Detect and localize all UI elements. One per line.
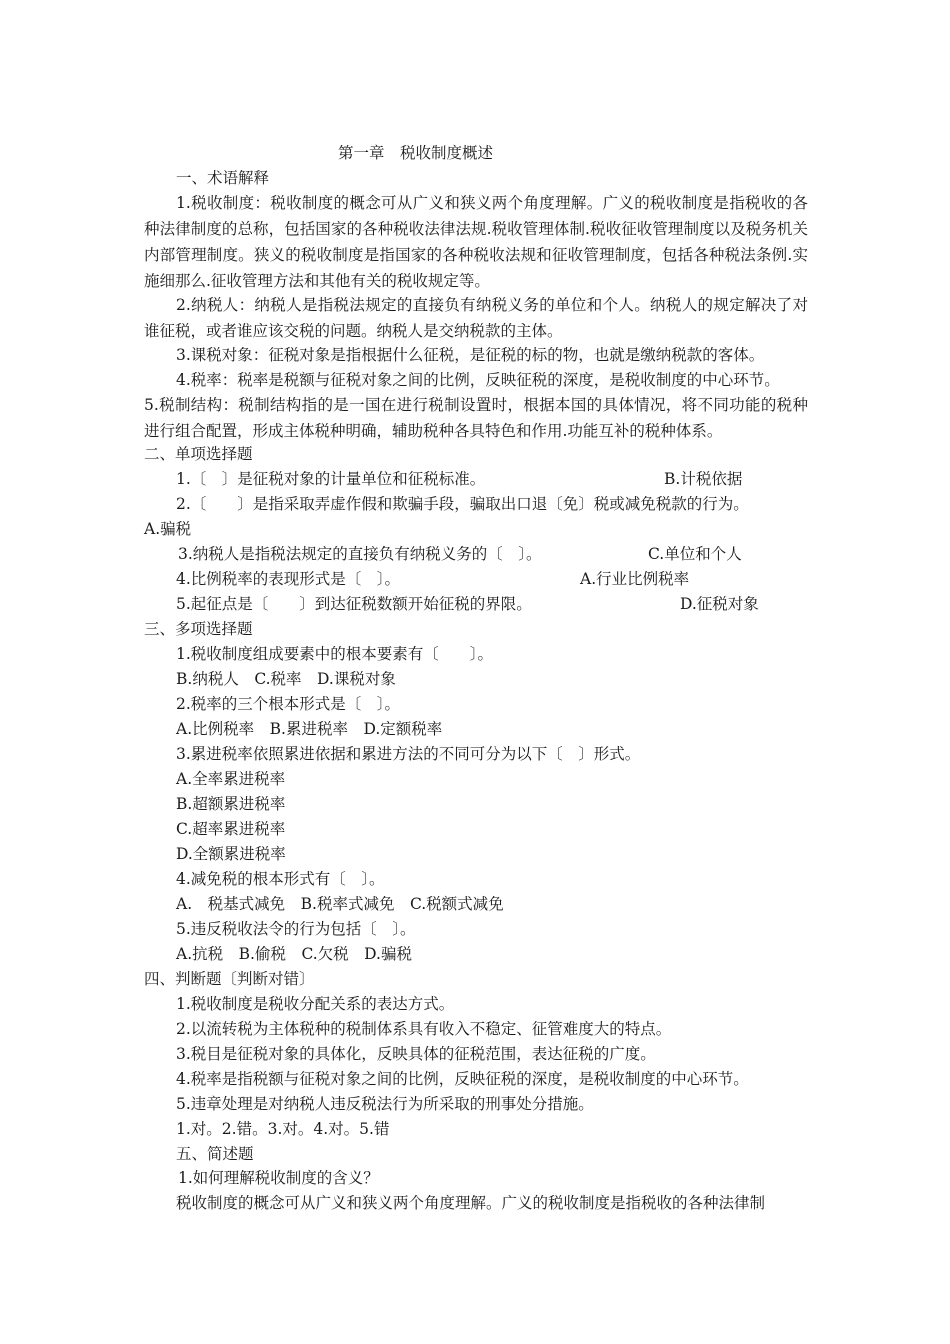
multiple-choice-question: 1.税收制度组成要素中的根本要素有〔 〕。: [176, 645, 494, 663]
single-choice-question: 2.〔 〕是指采取弄虚作假和欺骗手段，骗取出口退〔免〕税或减免税款的行为。: [176, 495, 749, 513]
true-false-statement: 2.以流转税为主体税种的税制体系具有收入不稳定、征管难度大的特点。: [176, 1020, 672, 1038]
single-choice-answer: C.单位和个人: [648, 545, 742, 563]
true-false-statement: 1.税收制度是税收分配关系的表达方式。: [176, 995, 455, 1013]
section-heading-short-answer: 五、简述题: [176, 1145, 254, 1163]
multiple-choice-answer: A. 税基式减免 B.税率式减免 C.税额式减免: [176, 895, 504, 913]
term-tax-rate: 4.税率：税率是税额与征税对象之间的比例，反映征税的深度，是税收制度的中心环节。: [176, 371, 780, 389]
multiple-choice-answer: A.抗税 B.偷税 C.欠税 D.骗税: [176, 945, 412, 963]
multiple-choice-question: 5.违反税收法令的行为包括〔 〕。: [176, 920, 416, 938]
multiple-choice-answer: B.纳税人 C.税率 D.课税对象: [176, 670, 396, 688]
term-tax-object: 3.课税对象：征税对象是指根据什么征税，是征税的标的物，也就是缴纳税款的客体。: [176, 346, 765, 364]
section-heading-terms: 一、术语解释: [176, 169, 270, 187]
section-heading-single-choice: 二、单项选择题: [144, 445, 253, 463]
single-choice-answer: A.行业比例税率: [580, 570, 690, 588]
multiple-choice-option: A.全率累进税率: [176, 770, 286, 788]
short-answer-question: 1.如何理解税收制度的含义？: [178, 1169, 379, 1187]
single-choice-question: 4.比例税率的表现形式是〔 〕。: [176, 570, 401, 588]
true-false-answers: 1.对。2.错。3.对。4.对。5.错: [176, 1120, 390, 1138]
single-choice-answer: D.征税对象: [680, 595, 759, 613]
true-false-statement: 5.违章处理是对纳税人违反税法行为所采取的刑事处分措施。: [176, 1095, 594, 1113]
single-choice-question: 5.起征点是〔 〕到达征税数额开始征税的界限。: [176, 595, 532, 613]
multiple-choice-answer: A.比例税率 B.累进税率 D.定额税率: [176, 720, 443, 738]
term-tax-structure: 5.税制结构：税制结构指的是一国在进行税制设置时，根据本国的具体情况，将不同功能的税种进行组合配置，形成主体税种明确，辅助税种各具特色和作用.功能互补的税种体系。: [144, 396, 808, 440]
term-taxpayer: 2.纳税人：纳税人是指税法规定的直接负有纳税义务的单位和个人。纳税人的规定解决了对谁征税，或者谁应该交税的问题。纳税人是交纳税款的主体。: [144, 296, 808, 340]
true-false-statement: 4.税率是指税额与征税对象之间的比例，反映征税的深度，是税收制度的中心环节。: [176, 1070, 749, 1088]
multiple-choice-question: 4.减免税的根本形式有〔 〕。: [176, 870, 385, 888]
single-choice-question: 3.纳税人是指税法规定的直接负有纳税义务的〔 〕。: [178, 545, 542, 563]
true-false-statement: 3.税目是征税对象的具体化，反映具体的征税范围，表达征税的广度。: [176, 1045, 656, 1063]
section-heading-true-false: 四、判断题〔判断对错〕: [144, 970, 315, 988]
short-answer-text: 税收制度的概念可从广义和狭义两个角度理解。广义的税收制度是指税收的各种法律制: [176, 1194, 766, 1212]
multiple-choice-question: 2.税率的三个根本形式是〔 〕。: [176, 695, 401, 713]
multiple-choice-question: 3.累进税率依照累进依据和累进方法的不同可分为以下〔 〕形式。: [176, 745, 641, 763]
chapter-title: 第一章 税收制度概述: [338, 144, 494, 162]
multiple-choice-option: B.超额累进税率: [176, 795, 286, 813]
single-choice-answer: B.计税依据: [664, 470, 743, 488]
multiple-choice-option: C.超率累进税率: [176, 820, 286, 838]
multiple-choice-option: D.全额累进税率: [176, 845, 286, 863]
section-heading-multiple-choice: 三、多项选择题: [144, 620, 253, 638]
single-choice-question: 1.〔 〕是征税对象的计量单位和征税标准。: [176, 470, 486, 488]
term-tax-system: 1.税收制度：税收制度的概念可从广义和狭义两个角度理解。广义的税收制度是指税收的各种法律制度的总称，包括国家的各种税收法律法规.税收管理体制.税收征收管理制度以及税务机关内部管理制度。狭义的税收制度是指国家的各种税收法规和征收管理制度，包括各种税法条例.实施细那么.征收管理方法和其他有关的税收规定等。: [144, 194, 808, 290]
single-choice-answer: A.骗税: [144, 520, 192, 538]
